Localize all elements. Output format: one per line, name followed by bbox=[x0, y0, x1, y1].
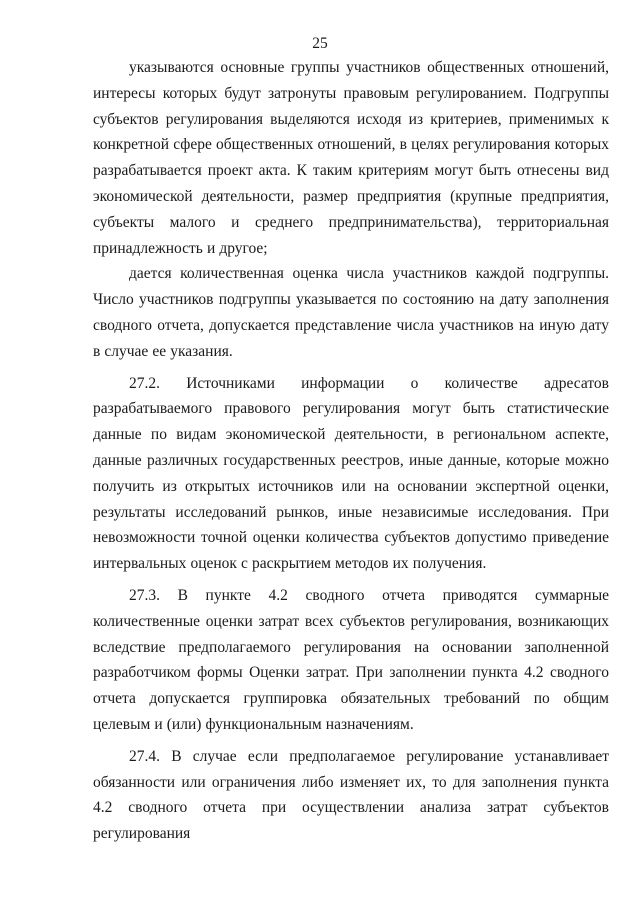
page-number: 25 bbox=[312, 35, 328, 52]
paragraph-27-2: 27.2. Источниками информации о количестве адресатов разрабатываемого правового регулирования могут быть статистические данные по видам экономической деятельности, в региональном аспекте, данные различных государственных реестров, иные данные, которые можно получить из открытых источников или на основании экспертной оценки, результаты исследований рынков, иные независимые исследования. При невозможности точной оценки количества субъектов допустимо приведение интервальных оценок с раскрытием методов их получения. bbox=[93, 374, 609, 573]
paragraph-quantitative-estimate: дается количественная оценка числа участников каждой подгруппы. Число участников подгруппы указывается по состоянию на дату заполнения сводного отчета, допускается представление числа участников на иную дату в случае ее указания. bbox=[93, 265, 609, 360]
paragraph-subgroups: указываются основные группы участников общественных отношений, интересы которых будут затронуты правовым регулированием. Подгруппы субъектов регулирования выделяются исходя из критериев, применимых к конкретной сфере общественных отношений, в целях регулирования которых разрабатывается проект акта. К таким критериям могут быть отнесены вид экономической деятельности, размер предприятия (крупные предприятия, субъекты малого и среднего предпринимательства), территориальная принадлежность и другое; bbox=[93, 59, 609, 257]
document-body bbox=[93, 55, 609, 847]
paragraph-27-4: 27.4. В случае если предполагаемое регулирование устанавливает обязанности или ограничения либо изменяет их, то для заполнения пункта 4.2 сводного отчета при осуществлении анализа затрат субъектов регулирования bbox=[93, 747, 609, 843]
paragraph-27-3: 27.3. В пункте 4.2 сводного отчета приводятся суммарные количественные оценки затрат всех субъектов регулирования, возникающих вследствие предполагаемого регулирования на основании заполненной разработчиком формы Оценки затрат. При заполнении пункта 4.2 сводного отчета допускается группировка обязательных требований по общим целевым и (или) функциональным назначениям. bbox=[93, 586, 609, 733]
